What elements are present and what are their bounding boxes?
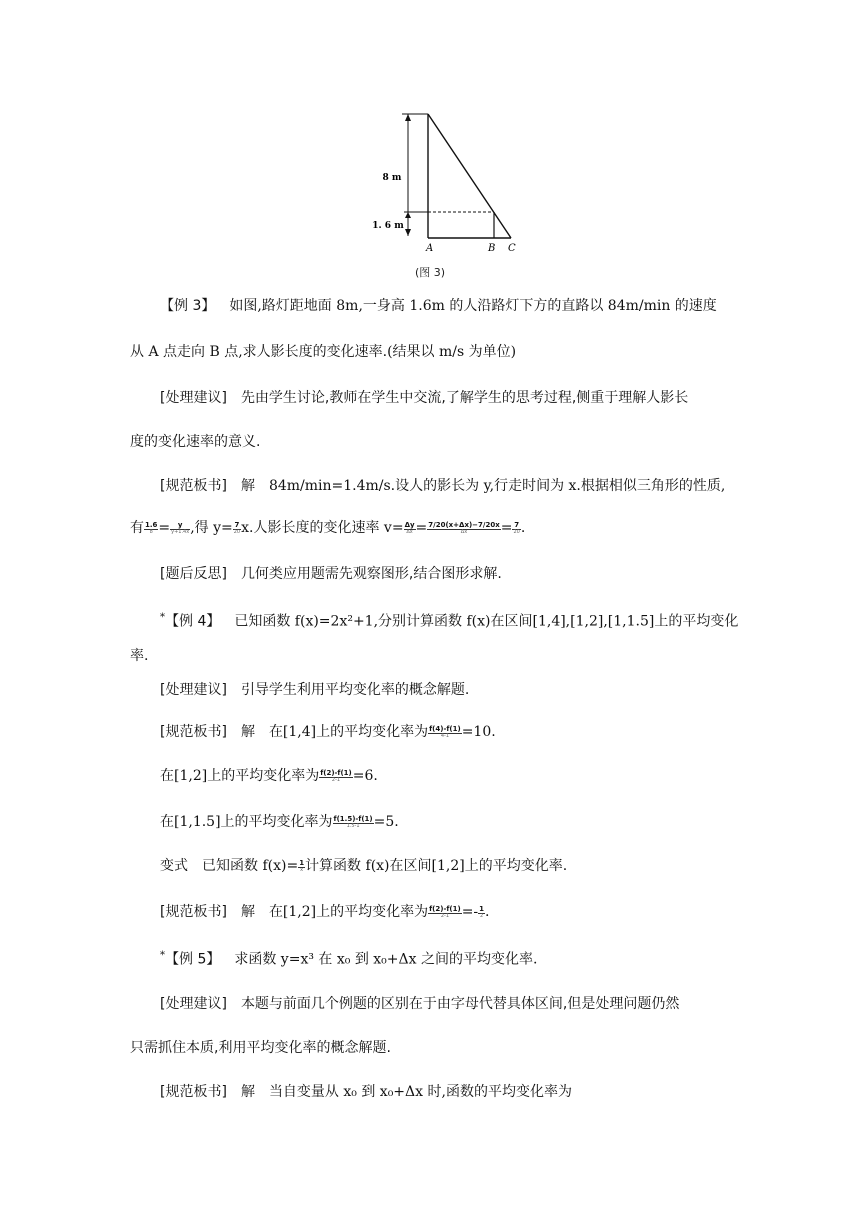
example3-line1 xyxy=(160,296,750,316)
board5-text: 当自变量从 x₀ 到 x₀+Δx 时,函数的平均变化率为 xyxy=(268,1084,572,1100)
suggestion3-text2: 度的变化速率的意义. xyxy=(130,434,261,450)
example5-text: 求函数 y=x³ 在 x₀ 到 x₀+Δx 之间的平均变化率. xyxy=(234,951,538,968)
suggestion3-tag: [处理建议] xyxy=(160,390,227,406)
equals: = xyxy=(415,520,428,536)
suggestion5-text2: 只需抓住本质,利用平均变化率的概念解题. xyxy=(130,1040,391,1056)
label-8m: 8 m xyxy=(382,173,402,183)
label-16m: 1. 6 m xyxy=(372,221,404,231)
equals: = xyxy=(158,520,171,536)
light-ray xyxy=(428,114,511,238)
board3-de: ,得 y= xyxy=(190,520,233,536)
fraction-f4-minus-f1: $\frac{f(4)-f(1)}{4-1}$ xyxy=(429,724,461,739)
board3-text-mid: x.人影长度的变化速率 v= xyxy=(241,520,404,536)
fraction-16-over-8: $\frac{1.6}{8}$ xyxy=(145,520,158,535)
fraction-y-over-sum: $\frac{y}{y+1.4x}$ xyxy=(171,520,190,535)
suggestion3-line2 xyxy=(130,432,720,452)
example3-tag: 【例 3】 xyxy=(160,298,216,314)
example5-line xyxy=(160,946,750,970)
suggestion5-tag: [处理建议] xyxy=(160,996,227,1012)
example4-text1: 已知函数 f(x)=2x²+1,分别计算函数 f(x)在区间[1,4],[1,2],[1,1.5]上的平均变化 xyxy=(234,613,739,630)
fraction-result-1-over-2: $\frac{1}{2}$ xyxy=(479,904,485,919)
board4-line3-pre: 在[1,1.5]上的平均变化率为 xyxy=(160,814,333,830)
example5-star: * xyxy=(160,950,165,961)
board4-tag: [规范板书] xyxy=(160,724,227,740)
example4-tag: 【例 4】 xyxy=(165,613,221,630)
variant-line xyxy=(160,856,750,876)
suggestion5-line2 xyxy=(130,1038,720,1058)
suggestion3-line1 xyxy=(160,388,750,408)
reflect3-line xyxy=(160,564,750,584)
board3-line1 xyxy=(160,476,750,496)
board-variant-line xyxy=(160,902,750,922)
board5-jie: 解 xyxy=(240,1084,255,1100)
board4-line3 xyxy=(160,812,750,832)
suggestion4-tag: [处理建议] xyxy=(160,682,227,698)
suggestion4-text: 引导学生利用平均变化率的概念解题. xyxy=(240,682,470,698)
example5-tag: 【例 5】 xyxy=(165,951,221,968)
example3-text2: 从 A 点走向 B 点,求人影长度的变化速率.(结果以 m/s 为单位) xyxy=(130,344,517,360)
board4-line2-post: =6. xyxy=(352,768,378,784)
board4-line1 xyxy=(160,722,750,742)
reflect3-tag: [题后反思] xyxy=(160,566,227,582)
board4-line2 xyxy=(160,766,750,786)
board3-jie: 解 xyxy=(240,478,255,494)
arrow-up-icon xyxy=(405,114,411,121)
board3-text1: 84m/min=1.4m/s.设人的影长为 y,行走时间为 x.根据相似三角形的性质, xyxy=(268,478,726,494)
fraction-1-over-x: $\frac{1}{x}$ xyxy=(299,858,305,873)
fraction-difference-quotient: $\frac{7/20(x+\Delta x)-7/20x}{\Delta x}$ xyxy=(428,520,500,535)
period: . xyxy=(485,904,490,920)
variant-pre: 已知函数 f(x)= xyxy=(202,858,299,874)
fraction-f2-minus-f1: $\frac{f(2)-f(1)}{2-1}$ xyxy=(320,768,352,783)
board4-line1-pre: 在[1,4]上的平均变化率为 xyxy=(268,724,429,740)
example4-text2: 率. xyxy=(130,648,149,664)
board-variant-jie: 解 xyxy=(240,904,255,920)
suggestion5-line1 xyxy=(160,994,750,1014)
equals: = xyxy=(500,520,513,536)
board5-tag: [规范板书] xyxy=(160,1084,227,1100)
variant-post: 计算函数 f(x)在区间[1,2]上的平均变化率. xyxy=(305,858,568,874)
board3-you: 有 xyxy=(130,520,144,536)
suggestion4-line xyxy=(160,680,750,700)
example4-star: * xyxy=(160,612,165,623)
board4-line1-post: =10. xyxy=(461,724,496,740)
reflect3-text: 几何类应用题需先观察图形,结合图形求解. xyxy=(240,566,502,582)
example3-line2 xyxy=(130,342,720,362)
board-variant-eq: =- xyxy=(461,904,479,920)
board4-line3-post: =5. xyxy=(373,814,399,830)
fraction-dy-over-dx: $\frac{\Delta y}{\Delta x}$ xyxy=(404,520,415,535)
board3-line2 xyxy=(130,518,720,538)
example4-line2 xyxy=(130,646,720,666)
board-variant-tag: [规范板书] xyxy=(160,904,227,920)
board3-tag: [规范板书] xyxy=(160,478,227,494)
variant-tag: 变式 xyxy=(160,858,188,874)
suggestion5-text1: 本题与前面几个例题的区别在于由字母代替具体区间,但是处理问题仍然 xyxy=(240,996,680,1012)
fraction-7-over-20: $\frac{7}{20}$ xyxy=(233,520,241,535)
board4-jie: 解 xyxy=(240,724,255,740)
arrow-up-small-icon xyxy=(405,212,411,218)
fraction-f15-minus-f1: $\frac{f(1.5)-f(1)}{1.5-1}$ xyxy=(333,814,373,829)
fraction-f2-minus-f1-variant: $\frac{f(2)-f(1)}{2-1}$ xyxy=(429,904,461,919)
label-point-b: B xyxy=(488,243,496,254)
fraction-result-7-over-20: $\frac{7}{20}$ xyxy=(513,520,520,535)
lamp-shadow-figure xyxy=(368,108,528,258)
board4-line2-pre: 在[1,2]上的平均变化率为 xyxy=(160,768,320,784)
example3-text1: 如图,路灯距地面 8m,一身高 1.6m 的人沿路灯下方的直路以 84m/min 的速度 xyxy=(229,298,717,314)
suggestion3-text1: 先由学生讨论,教师在学生中交流,了解学生的思考过程,侧重于理解人影长 xyxy=(240,390,689,406)
label-point-a: A xyxy=(426,243,434,254)
board-variant-pre: 在[1,2]上的平均变化率为 xyxy=(268,904,429,920)
label-point-c: C xyxy=(508,243,516,254)
example4-line1 xyxy=(160,608,750,632)
board5-line xyxy=(160,1082,750,1102)
figure-caption: (图 3) xyxy=(414,266,446,279)
period: . xyxy=(520,520,526,536)
